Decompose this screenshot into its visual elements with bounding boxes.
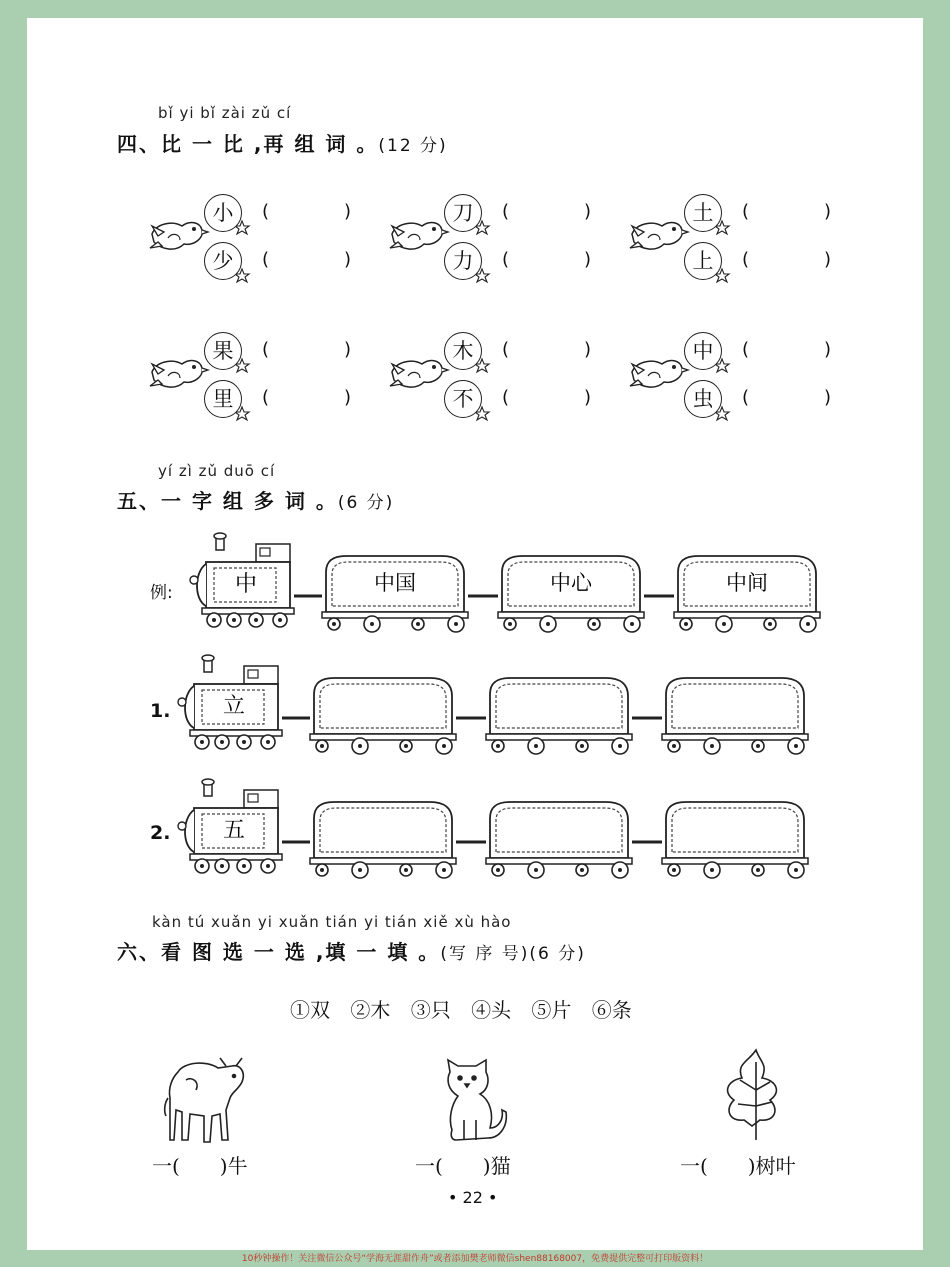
char-circle: 不: [444, 380, 482, 418]
char-circle: 力: [444, 242, 482, 280]
char-circle: 少: [204, 242, 242, 280]
answer-blank-open: (: [262, 201, 270, 222]
train-engine-char: 中: [234, 572, 258, 597]
answer-blank-close: ): [584, 201, 592, 222]
answer-blank-open: (: [502, 387, 510, 408]
heading-points: (12 分): [378, 136, 448, 156]
char-circle: 土: [684, 194, 722, 232]
answer-blank-close: ): [824, 339, 832, 360]
answer-blank-open: (: [742, 249, 750, 270]
answer-blank-close: ): [584, 387, 592, 408]
page-number: • 22 •: [448, 1188, 498, 1207]
answer-blank-open: (: [262, 339, 270, 360]
answer-blank-close: ): [824, 201, 832, 222]
answer-blank-close: ): [824, 249, 832, 270]
char-circle: 小: [204, 194, 242, 232]
heading-points: (6 分): [337, 493, 395, 513]
char-circle: 上: [684, 242, 722, 280]
answer-blank-open: (: [742, 387, 750, 408]
example-label: 例:: [150, 583, 173, 603]
answer-blank-close: ): [344, 339, 352, 360]
answer-blank-open: (: [262, 249, 270, 270]
char-circle: 中: [684, 332, 722, 370]
heading-text: 五、一 字 组 多 词 。: [117, 489, 338, 513]
train-row-2-label: 2.: [150, 822, 171, 844]
answer-blank-open: (: [502, 201, 510, 222]
measure-word-options: ①双 ②木 ③只 ④头 ⑤片 ⑥条: [290, 998, 632, 1022]
pinyin-section-5: yí zì zǔ duō cí: [158, 462, 276, 480]
answer-blank-close: ): [584, 249, 592, 270]
answer-blank-close: ): [824, 387, 832, 408]
heading-text: 四、比 一 比 ,再 组 词 。: [117, 132, 379, 156]
char-circle: 木: [444, 332, 482, 370]
train-car-word: 中心: [550, 571, 592, 595]
char-circle: 里: [204, 380, 242, 418]
answer-blank-open: (: [262, 387, 270, 408]
answer-blank-close: ): [344, 249, 352, 270]
fill-blank-leaf: 一( )树叶: [680, 1154, 796, 1178]
answer-blank-open: (: [742, 201, 750, 222]
train-engine-char: 五: [222, 818, 246, 843]
heading-points: (写 序 号)(6 分): [440, 944, 586, 964]
char-circle: 虫: [684, 380, 722, 418]
pinyin-section-6: kàn tú xuǎn yi xuǎn tián yi tián xiě xù hào: [152, 913, 512, 931]
answer-blank-open: (: [502, 249, 510, 270]
pinyin-section-4: bǐ yi bǐ zài zǔ cí: [158, 104, 292, 122]
cow-icon: [165, 1058, 244, 1142]
fill-blank-cat: 一( )猫: [415, 1154, 511, 1178]
fill-blank-cow: 一( )牛: [152, 1154, 248, 1178]
answer-blank-open: (: [742, 339, 750, 360]
train-car-word: 中国: [374, 571, 416, 595]
answer-blank-close: ): [344, 387, 352, 408]
char-circle: 果: [204, 332, 242, 370]
leaf-icon: [728, 1050, 777, 1140]
train-engine-char: 立: [222, 694, 246, 719]
answer-blank-close: ): [344, 201, 352, 222]
cat-icon: [448, 1060, 506, 1140]
heading-text: 六、看 图 选 一 选 ,填 一 填 。: [117, 940, 441, 964]
train-row-1-label: 1.: [150, 700, 171, 722]
train-car-word: 中间: [726, 571, 768, 595]
char-circle: 刀: [444, 194, 482, 232]
answer-blank-close: ): [584, 339, 592, 360]
footer-banner: 10秒钟操作！关注微信公众号“学海无涯甜作舟”或者添加樊老师微信shen88168007，免费提供完整可打印版资料！: [241, 1254, 709, 1264]
answer-blank-open: (: [502, 339, 510, 360]
